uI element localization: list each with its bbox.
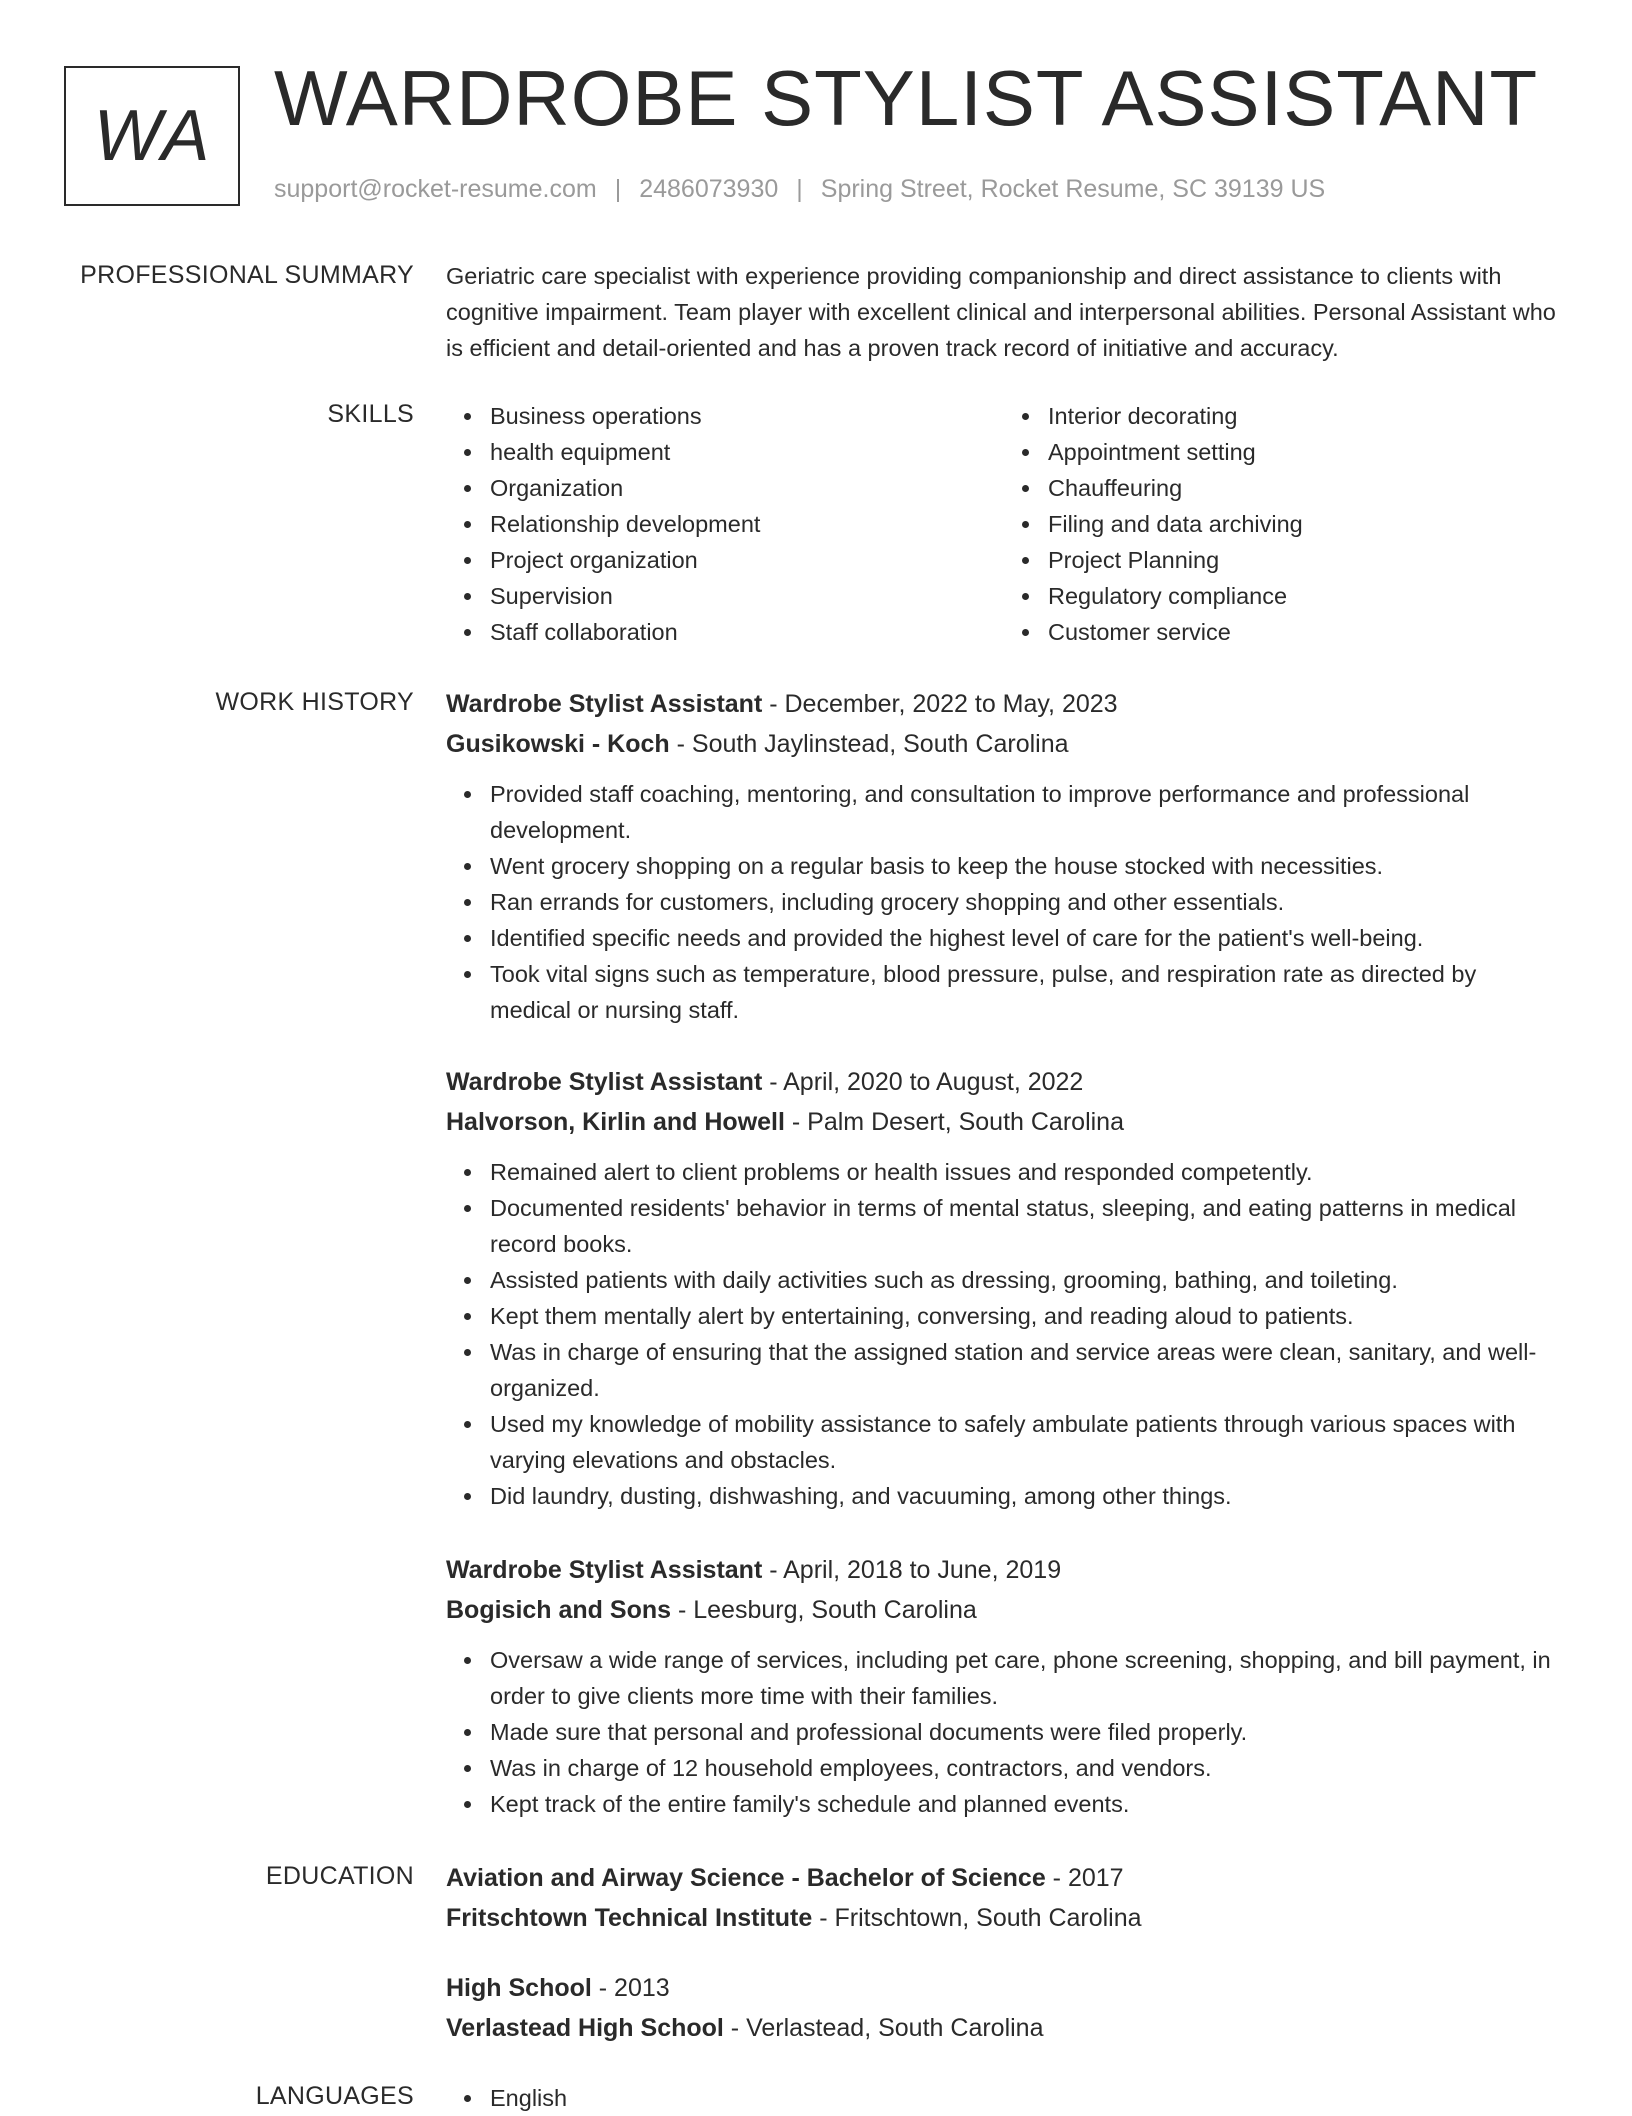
skill-item: Project Planning xyxy=(1048,542,1562,578)
contact-email[interactable]: support@rocket-resume.com xyxy=(274,175,597,203)
education-degree-line xyxy=(446,1968,1562,2008)
contact-separator: | xyxy=(614,175,622,203)
job-bullet-list xyxy=(446,1642,1562,1822)
education-year: - 2017 xyxy=(1045,1864,1124,1892)
skill-item: Filing and data archiving xyxy=(1048,506,1562,542)
contact-line xyxy=(274,175,1325,204)
job-bullet: Was in charge of ensuring that the assigned station and service areas were clean, sanitary, and well-organized. xyxy=(490,1334,1562,1406)
education-degree: High School xyxy=(446,1974,592,2002)
skill-item: health equipment xyxy=(490,434,1004,470)
job-company-line xyxy=(446,1590,1562,1630)
job-bullet: Oversaw a wide range of services, including pet care, phone screening, shopping, and bill payment, in order to give clients more time with their families. xyxy=(490,1642,1562,1714)
skill-item: Organization xyxy=(490,470,1004,506)
skills-body xyxy=(446,398,1562,650)
monogram-box xyxy=(64,66,240,206)
job-bullet: Went grocery shopping on a regular basis to keep the house stocked with necessities. xyxy=(490,848,1562,884)
languages-body xyxy=(446,2080,1562,2116)
skills-columns xyxy=(446,398,1562,650)
section-heading-skills: SKILLS xyxy=(327,400,414,428)
skills-list-left xyxy=(446,398,1004,650)
job-bullet: Kept track of the entire family's schedule and planned events. xyxy=(490,1786,1562,1822)
skill-item: Customer service xyxy=(1048,614,1562,650)
language-item: English xyxy=(490,2080,1562,2116)
job-bullet-list xyxy=(446,1154,1562,1514)
job-bullet: Ran errands for customers, including grocery shopping and other essentials. xyxy=(490,884,1562,920)
job-company-line xyxy=(446,724,1562,764)
contact-address: Spring Street, Rocket Resume, SC 39139 US xyxy=(820,175,1326,203)
skill-item: Appointment setting xyxy=(1048,434,1562,470)
education-entry xyxy=(446,1968,1562,2048)
job-entry xyxy=(446,684,1562,1028)
job-company: Halvorson, Kirlin and Howell xyxy=(446,1108,785,1136)
job-title: Wardrobe Stylist Assistant xyxy=(446,1068,763,1096)
summary-body xyxy=(446,258,1562,366)
job-company-line xyxy=(446,1102,1562,1142)
job-bullet: Documented residents' behavior in terms of mental status, sleeping, and eating patterns in medical record books. xyxy=(490,1190,1562,1262)
education-degree: Aviation and Airway Science - Bachelor of Science xyxy=(446,1864,1046,1892)
language-list xyxy=(446,2080,1562,2116)
job-bullet: Took vital signs such as temperature, blood pressure, pulse, and respiration rate as directed by medical or nursing staff. xyxy=(490,956,1562,1028)
job-bullet: Used my knowledge of mobility assistance to safely ambulate patients through various spaces with varying elevations and obstacles. xyxy=(490,1406,1562,1478)
monogram-initials: WA xyxy=(93,96,211,176)
section-heading-summary: PROFESSIONAL SUMMARY xyxy=(80,261,414,289)
summary-text: Geriatric care specialist with experience providing companionship and direct assistance to clients with cognitive impairment. Team player with excellent clinical and interpersonal abilities. Personal Assistant who is efficient and detail-oriented and has a proven track record of initiative and accuracy. xyxy=(446,263,1556,361)
job-location: - Leesburg, South Carolina xyxy=(671,1596,977,1624)
section-heading-languages: LANGUAGES xyxy=(255,2082,414,2110)
skills-list-right xyxy=(1004,398,1562,650)
contact-separator: | xyxy=(796,175,803,203)
skill-item: Regulatory compliance xyxy=(1048,578,1562,614)
job-location: - South Jaylinstead, South Carolina xyxy=(669,730,1069,758)
education-location: - Verlastead, South Carolina xyxy=(723,2014,1044,2042)
section-heading-education: EDUCATION xyxy=(265,1862,414,1890)
job-bullet: Provided staff coaching, mentoring, and consultation to improve performance and professional development. xyxy=(490,776,1562,848)
job-title-line xyxy=(446,1062,1562,1102)
section-heading-work-history: WORK HISTORY xyxy=(215,688,414,716)
job-bullet: Assisted patients with daily activities such as dressing, grooming, bathing, and toileting. xyxy=(490,1262,1562,1298)
job-bullet-list xyxy=(446,776,1562,1028)
education-school: Fritschtown Technical Institute xyxy=(446,1904,813,1932)
education-degree-line xyxy=(446,1858,1562,1898)
job-entry xyxy=(446,1550,1562,1822)
job-bullet: Identified specific needs and provided the highest level of care for the patient's well-being. xyxy=(490,920,1562,956)
job-bullet: Remained alert to client problems or health issues and responded competently. xyxy=(490,1154,1562,1190)
job-bullet: Kept them mentally alert by entertaining, conversing, and reading aloud to patients. xyxy=(490,1298,1562,1334)
education-location: - Fritschtown, South Carolina xyxy=(812,1904,1142,1932)
skill-item: Relationship development xyxy=(490,506,1004,542)
job-company: Bogisich and Sons xyxy=(446,1596,672,1624)
education-entry xyxy=(446,1858,1562,1938)
skill-item: Business operations xyxy=(490,398,1004,434)
job-title: Wardrobe Stylist Assistant xyxy=(446,690,763,718)
job-dates: - December, 2022 to May, 2023 xyxy=(762,690,1118,718)
job-bullet: Made sure that personal and professional documents were filed properly. xyxy=(490,1714,1562,1750)
job-title-line xyxy=(446,684,1562,724)
job-bullet: Was in charge of 12 household employees, contractors, and vendors. xyxy=(490,1750,1562,1786)
candidate-name: WARDROBE STYLIST ASSISTANT xyxy=(274,54,1539,142)
skill-item: Staff collaboration xyxy=(490,614,1004,650)
skill-item: Supervision xyxy=(490,578,1004,614)
education-year: - 2013 xyxy=(591,1974,670,2002)
skill-item: Interior decorating xyxy=(1048,398,1562,434)
education-school: Verlastead High School xyxy=(446,2014,724,2042)
skill-item: Project organization xyxy=(490,542,1004,578)
job-dates: - April, 2018 to June, 2019 xyxy=(762,1556,1062,1584)
job-title-line xyxy=(446,1550,1562,1590)
job-entry xyxy=(446,1062,1562,1514)
job-location: - Palm Desert, South Carolina xyxy=(784,1108,1124,1136)
job-bullet: Did laundry, dusting, dishwashing, and vacuuming, among other things. xyxy=(490,1478,1562,1514)
skill-item: Chauffeuring xyxy=(1048,470,1562,506)
contact-phone[interactable]: 2486073930 xyxy=(639,175,779,203)
education-school-line xyxy=(446,2008,1562,2048)
job-company: Gusikowski - Koch xyxy=(446,730,670,758)
job-title: Wardrobe Stylist Assistant xyxy=(446,1556,763,1584)
education-school-line xyxy=(446,1898,1562,1938)
job-dates: - April, 2020 to August, 2022 xyxy=(762,1068,1084,1096)
